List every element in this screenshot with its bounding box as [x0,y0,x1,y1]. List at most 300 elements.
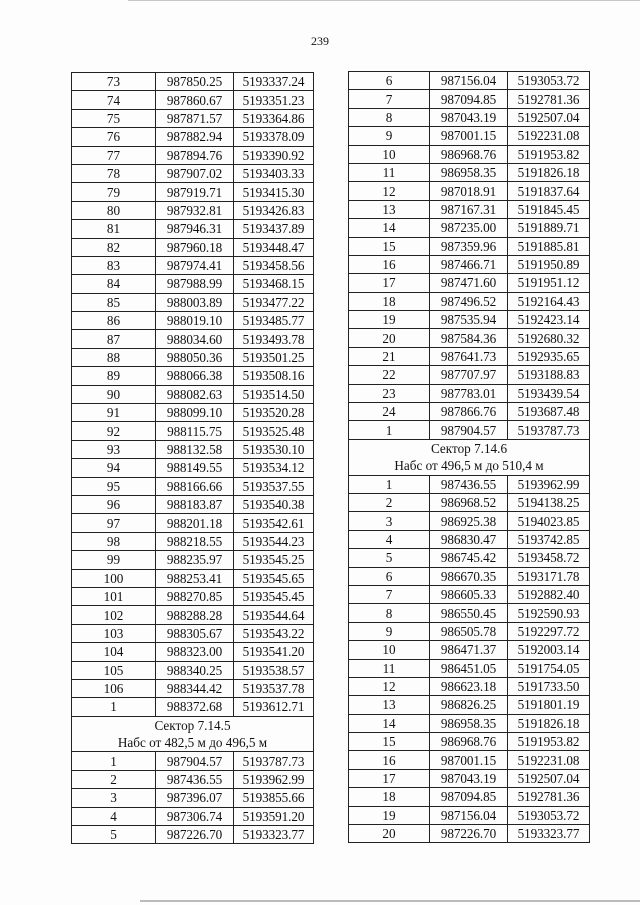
table-row [72,495,314,513]
y-coordinate: 5193545.65 [234,569,314,587]
table-row [72,440,314,458]
table-row [349,659,590,677]
x-coordinate: 986958.35 [430,163,508,181]
point-number: 10 [349,145,430,163]
table-row [349,255,590,273]
point-number: 83 [72,256,156,274]
table-row [349,403,590,421]
x-coordinate: 988270.85 [156,587,234,605]
table-row [72,643,314,661]
table-row [72,109,314,127]
point-number: 78 [72,164,156,182]
y-coordinate: 5192231.08 [508,751,590,769]
y-coordinate: 5193448.47 [234,238,314,256]
point-number: 20 [349,825,430,843]
point-number: 2 [72,770,156,788]
table-row [349,512,590,530]
x-coordinate: 988372.68 [156,698,234,716]
point-number: 104 [72,643,156,661]
point-number: 13 [349,696,430,714]
x-coordinate: 988132.58 [156,440,234,458]
y-coordinate: 5192781.36 [508,90,590,108]
y-coordinate: 5193426.83 [234,201,314,219]
x-coordinate: 987882.94 [156,128,234,146]
point-number: 6 [349,567,430,585]
table-row [72,256,314,274]
x-coordinate: 986670.35 [430,567,508,585]
y-coordinate: 5192231.08 [508,127,590,145]
table-row [72,826,314,844]
table-row [72,238,314,256]
point-number: 99 [72,551,156,569]
sector-title: Сектор 7.14.5 [72,716,314,734]
x-coordinate: 987436.55 [156,770,234,788]
y-coordinate: 5193530.10 [234,440,314,458]
point-number: 97 [72,514,156,532]
point-number: 102 [72,606,156,624]
table-row [349,237,590,255]
x-coordinate: 987043.19 [430,769,508,787]
point-number: 2 [349,493,430,511]
y-coordinate: 5191754.05 [508,659,590,677]
y-coordinate: 5193437.89 [234,220,314,238]
y-coordinate: 5193458.56 [234,256,314,274]
y-coordinate: 5193525.48 [234,422,314,440]
point-number: 100 [72,569,156,587]
y-coordinate: 5192882.40 [508,585,590,603]
x-coordinate: 987226.70 [156,826,234,844]
table-row [349,769,590,787]
y-coordinate: 5192003.14 [508,641,590,659]
point-number: 17 [349,769,430,787]
point-number: 80 [72,201,156,219]
scan-edge-top [128,0,640,1]
table-row [72,661,314,679]
point-number: 23 [349,384,430,402]
point-number: 8 [349,108,430,126]
y-coordinate: 5191951.12 [508,274,590,292]
point-number: 94 [72,459,156,477]
point-number: 18 [349,292,430,310]
x-coordinate: 987783.01 [430,384,508,402]
x-coordinate: 986958.35 [430,714,508,732]
x-coordinate: 987960.18 [156,238,234,256]
point-number: 90 [72,385,156,403]
point-number: 14 [349,714,430,732]
y-coordinate: 5193540.38 [234,495,314,513]
y-coordinate: 5193537.78 [234,679,314,697]
x-coordinate: 988003.89 [156,293,234,311]
y-coordinate: 5193545.45 [234,587,314,605]
x-coordinate: 988201.18 [156,514,234,532]
y-coordinate: 5193171.78 [508,567,590,585]
y-coordinate: 5193364.86 [234,109,314,127]
x-coordinate: 988235.97 [156,551,234,569]
table-row [349,825,590,843]
table-row [349,733,590,751]
table-row [72,422,314,440]
point-number: 5 [72,826,156,844]
table-row [349,530,590,548]
point-number: 16 [349,255,430,273]
table-row [72,367,314,385]
point-number: 4 [349,530,430,548]
point-number: 9 [349,127,430,145]
table-row [72,330,314,348]
x-coordinate: 987988.99 [156,275,234,293]
y-coordinate: 5191953.82 [508,733,590,751]
point-number: 14 [349,219,430,237]
y-coordinate: 5191845.45 [508,200,590,218]
point-number: 17 [349,274,430,292]
point-number: 3 [349,512,430,530]
point-number: 73 [72,73,156,91]
table-row [349,347,590,365]
point-number: 77 [72,146,156,164]
x-coordinate: 987904.57 [156,752,234,770]
y-coordinate: 5193545.25 [234,551,314,569]
x-coordinate: 987641.73 [430,347,508,365]
table-row [349,567,590,585]
right-table-rows-before [349,72,590,440]
table-row [349,329,590,347]
y-coordinate: 5192935.65 [508,347,590,365]
x-coordinate: 988340.25 [156,661,234,679]
y-coordinate: 5192507.04 [508,769,590,787]
sector-height-range: Набс от 496,5 м до 510,4 м [349,457,590,475]
table-row [349,696,590,714]
point-number: 84 [72,275,156,293]
x-coordinate: 987707.97 [430,366,508,384]
table-row [349,384,590,402]
y-coordinate: 5192297.72 [508,622,590,640]
scan-edge-bottom [140,900,640,902]
x-coordinate: 986471.37 [430,641,508,659]
x-coordinate: 986505.78 [430,622,508,640]
x-coordinate: 986826.25 [430,696,508,714]
y-coordinate: 5191950.89 [508,255,590,273]
table-row [349,108,590,126]
x-coordinate: 987907.02 [156,164,234,182]
x-coordinate: 987396.07 [156,789,234,807]
y-coordinate: 5193053.72 [508,72,590,90]
y-coordinate: 5193962.99 [234,770,314,788]
y-coordinate: 5193591.20 [234,807,314,825]
x-coordinate: 988050.36 [156,348,234,366]
x-coordinate: 986745.42 [430,549,508,567]
y-coordinate: 5193520.28 [234,404,314,422]
y-coordinate: 5193787.73 [508,421,590,439]
table-row [72,514,314,532]
x-coordinate: 987094.85 [430,788,508,806]
table-row [72,385,314,403]
left-table-rows-after [72,752,314,844]
point-number: 10 [349,641,430,659]
point-number: 13 [349,200,430,218]
table-row [349,475,590,493]
point-number: 88 [72,348,156,366]
table-row [72,606,314,624]
table-row [72,201,314,219]
point-number: 1 [72,698,156,716]
point-number: 85 [72,293,156,311]
y-coordinate: 5193514.50 [234,385,314,403]
x-coordinate: 988149.55 [156,459,234,477]
table-row [349,182,590,200]
table-row [72,91,314,109]
x-coordinate: 988323.00 [156,643,234,661]
point-number: 20 [349,329,430,347]
point-number: 95 [72,477,156,495]
table-row [72,752,314,770]
point-number: 87 [72,330,156,348]
y-coordinate: 5191733.50 [508,677,590,695]
point-number: 18 [349,788,430,806]
x-coordinate: 987466.71 [430,255,508,273]
x-coordinate: 988344.42 [156,679,234,697]
x-coordinate: 986451.05 [430,659,508,677]
x-coordinate: 987946.31 [156,220,234,238]
table-row [349,72,590,90]
table-row [349,493,590,511]
x-coordinate: 987156.04 [430,806,508,824]
x-coordinate: 986830.47 [430,530,508,548]
table-row [72,275,314,293]
table-row [72,532,314,550]
x-coordinate: 986550.45 [430,604,508,622]
table-row [349,585,590,603]
table-row [72,459,314,477]
table-row [72,348,314,366]
y-coordinate: 5193501.25 [234,348,314,366]
x-coordinate: 987094.85 [430,90,508,108]
y-coordinate: 5193538.57 [234,661,314,679]
y-coordinate: 5193687.48 [508,403,590,421]
sector-title: Сектор 7.14.6 [349,439,590,457]
y-coordinate: 5194138.25 [508,493,590,511]
x-coordinate: 987974.41 [156,256,234,274]
point-number: 76 [72,128,156,146]
x-coordinate: 987306.74 [156,807,234,825]
y-coordinate: 5193390.92 [234,146,314,164]
x-coordinate: 987871.57 [156,109,234,127]
y-coordinate: 5193544.64 [234,606,314,624]
point-number: 74 [72,91,156,109]
x-coordinate: 988034.60 [156,330,234,348]
point-number: 8 [349,604,430,622]
point-number: 89 [72,367,156,385]
point-number: 24 [349,403,430,421]
x-coordinate: 988019.10 [156,312,234,330]
x-coordinate: 988288.28 [156,606,234,624]
y-coordinate: 5193541.20 [234,643,314,661]
point-number: 93 [72,440,156,458]
y-coordinate: 5193534.12 [234,459,314,477]
x-coordinate: 987850.25 [156,73,234,91]
x-coordinate: 986623.18 [430,677,508,695]
table-row [349,366,590,384]
point-number: 22 [349,366,430,384]
table-row [349,714,590,732]
x-coordinate: 987167.31 [430,200,508,218]
point-number: 12 [349,182,430,200]
sector-height-range: Набс от 482,5 м до 496,5 м [72,734,314,752]
y-coordinate: 5193403.33 [234,164,314,182]
y-coordinate: 5192507.04 [508,108,590,126]
y-coordinate: 5193337.24 [234,73,314,91]
point-number: 106 [72,679,156,697]
x-coordinate: 986968.52 [430,493,508,511]
x-coordinate: 987919.71 [156,183,234,201]
table-row [72,789,314,807]
point-number: 15 [349,733,430,751]
point-number: 19 [349,311,430,329]
x-coordinate: 987932.81 [156,201,234,219]
table-row [72,624,314,642]
point-number: 98 [72,532,156,550]
y-coordinate: 5193439.54 [508,384,590,402]
left-table-sector-header [72,716,314,752]
table-row [72,128,314,146]
left-table-rows-before [72,73,314,717]
table-row [349,219,590,237]
y-coordinate: 5193485.77 [234,312,314,330]
x-coordinate: 988218.55 [156,532,234,550]
x-coordinate: 987001.15 [430,127,508,145]
point-number: 4 [72,807,156,825]
y-coordinate: 5193962.99 [508,475,590,493]
y-coordinate: 5191953.82 [508,145,590,163]
x-coordinate: 988183.87 [156,495,234,513]
point-number: 91 [72,404,156,422]
y-coordinate: 5193612.71 [234,698,314,716]
table-row [349,145,590,163]
point-number: 6 [349,72,430,90]
table-row [72,404,314,422]
point-number: 75 [72,109,156,127]
point-number: 21 [349,347,430,365]
point-number: 92 [72,422,156,440]
point-number: 86 [72,312,156,330]
x-coordinate: 988099.10 [156,404,234,422]
point-number: 79 [72,183,156,201]
table-row [349,622,590,640]
point-number: 82 [72,238,156,256]
table-row [72,569,314,587]
point-number: 101 [72,587,156,605]
table-row [349,200,590,218]
table-row [349,677,590,695]
x-coordinate: 987860.67 [156,91,234,109]
y-coordinate: 5192590.93 [508,604,590,622]
x-coordinate: 988066.38 [156,367,234,385]
table-row [72,293,314,311]
x-coordinate: 988115.75 [156,422,234,440]
y-coordinate: 5193477.22 [234,293,314,311]
x-coordinate: 987359.96 [430,237,508,255]
table-row [349,292,590,310]
right-table-sector-header [349,439,590,475]
y-coordinate: 5193468.15 [234,275,314,293]
x-coordinate: 986968.76 [430,145,508,163]
table-row [72,679,314,697]
table-row [349,274,590,292]
y-coordinate: 5193188.83 [508,366,590,384]
x-coordinate: 987018.91 [430,182,508,200]
x-coordinate: 987866.76 [430,403,508,421]
table-row [72,146,314,164]
y-coordinate: 5193323.77 [234,826,314,844]
x-coordinate: 987894.76 [156,146,234,164]
y-coordinate: 5191885.81 [508,237,590,255]
y-coordinate: 5193351.23 [234,91,314,109]
y-coordinate: 5193542.61 [234,514,314,532]
x-coordinate: 986968.76 [430,733,508,751]
point-number: 7 [349,585,430,603]
point-number: 15 [349,237,430,255]
point-number: 81 [72,220,156,238]
x-coordinate: 987001.15 [430,751,508,769]
table-row [72,807,314,825]
y-coordinate: 5194023.85 [508,512,590,530]
x-coordinate: 986925.38 [430,512,508,530]
point-number: 5 [349,549,430,567]
y-coordinate: 5191837.64 [508,182,590,200]
table-row [72,770,314,788]
x-coordinate: 988082.63 [156,385,234,403]
x-coordinate: 987235.00 [430,219,508,237]
point-number: 105 [72,661,156,679]
x-coordinate: 987156.04 [430,72,508,90]
x-coordinate: 988253.41 [156,569,234,587]
y-coordinate: 5192423.14 [508,311,590,329]
y-coordinate: 5193378.09 [234,128,314,146]
x-coordinate: 987043.19 [430,108,508,126]
point-number: 19 [349,806,430,824]
table-row [349,421,590,439]
point-number: 9 [349,622,430,640]
y-coordinate: 5193543.22 [234,624,314,642]
y-coordinate: 5193742.85 [508,530,590,548]
x-coordinate: 987436.55 [430,475,508,493]
point-number: 11 [349,659,430,677]
x-coordinate: 987904.57 [430,421,508,439]
point-number: 3 [72,789,156,807]
x-coordinate: 987535.94 [430,311,508,329]
right-coordinate-table [348,71,590,843]
table-row [349,641,590,659]
y-coordinate: 5191826.18 [508,163,590,181]
y-coordinate: 5193053.72 [508,806,590,824]
x-coordinate: 988305.67 [156,624,234,642]
y-coordinate: 5192164.43 [508,292,590,310]
table-row [72,477,314,495]
table-row [72,164,314,182]
y-coordinate: 5193323.77 [508,825,590,843]
y-coordinate: 5193458.72 [508,549,590,567]
x-coordinate: 988166.66 [156,477,234,495]
table-row [72,183,314,201]
point-number: 103 [72,624,156,642]
table-row [72,73,314,91]
table-row [72,220,314,238]
table-row [72,551,314,569]
point-number: 7 [349,90,430,108]
y-coordinate: 5193493.78 [234,330,314,348]
y-coordinate: 5192781.36 [508,788,590,806]
y-coordinate: 5193537.55 [234,477,314,495]
y-coordinate: 5193787.73 [234,752,314,770]
